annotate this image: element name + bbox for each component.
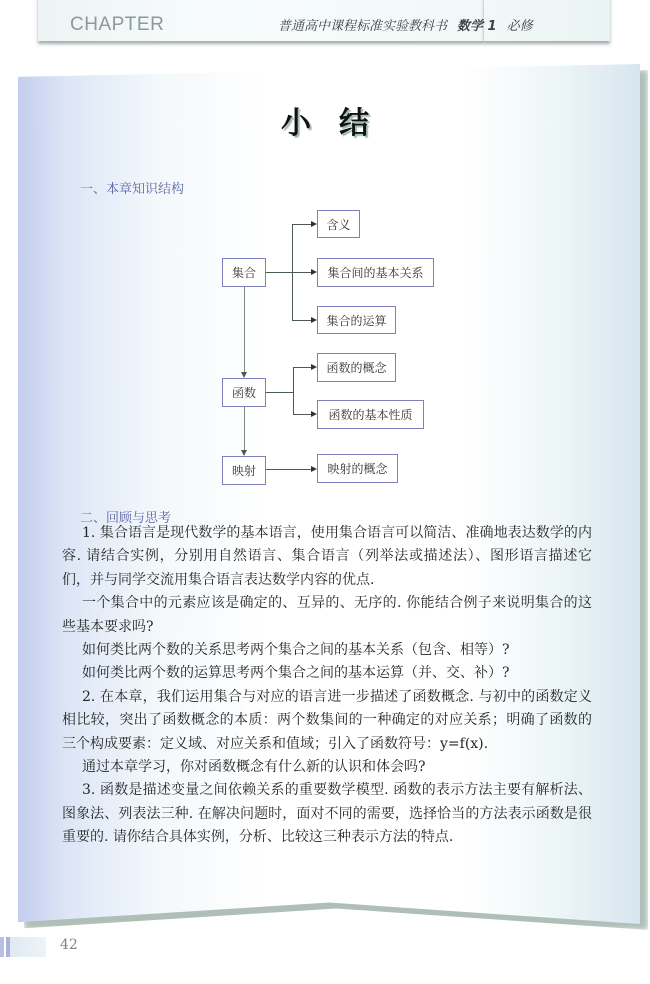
review-paragraph-5: 2. 在本章，我们运用集合与对应的语言进一步描述了函数概念. 与初中的函数定义相比较，突出了函数概念的本质：两个数集间的一种确定的对应关系；明确了函数的三个构成要素：定义域、对应关系和值域；引入了函数符号：y=f(x). (62, 688, 592, 752)
node-function: 函数 (222, 378, 266, 407)
connector-line (293, 414, 311, 415)
connector-line (244, 407, 245, 450)
review-paragraph-2: 一个集合中的元素应该是确定的、互异的、无序的. 你能结合例子来说明集合的这些基本要求吗? (62, 595, 592, 635)
connector-line (266, 392, 293, 393)
book-series-title: 普通高中课程标准实验教科书 (278, 19, 448, 34)
chapter-label: CHAPTER (70, 14, 165, 35)
page-title: 小结 (281, 106, 397, 141)
connector-line (292, 320, 311, 321)
node-mapping-concept: 映射的概念 (317, 454, 398, 483)
review-paragraph-4: 如何类比两个数的运算思考两个集合之间的基本运算（并、交、补）? (82, 665, 510, 682)
node-function-concept: 函数的概念 (317, 353, 396, 382)
arrow-right-icon (311, 466, 317, 472)
review-body (62, 522, 592, 850)
connector-line (293, 367, 294, 415)
page-number: 42 (60, 937, 78, 953)
connector-line (292, 224, 311, 225)
node-set-relations: 集合间的基本关系 (317, 258, 434, 287)
section-heading-knowledge-structure: 一、本章知识结构 (80, 182, 185, 197)
review-paragraph-7: 3. 函数是描述变量之间依赖关系的重要数学模型. 函数的表示方法主要有解析法、图象法、列表法三种. 在解决问题时，面对不同的需要，选择恰当的方法表示函数是很重要的. 请你结合具体实例，分析、比较这三种表示方法的特点. (62, 782, 592, 846)
arrow-down-icon (241, 372, 247, 378)
connector-line (293, 367, 311, 368)
review-paragraph-1: 1. 集合语言是现代数学的基本语言，使用集合语言可以简洁、准确地表达数学的内容. 请结合实例，分别用自然语言、集合语言（列举法或描述法）、图形语言描述它们，并与同学交流用集合语言表达数学内容的优点. (62, 525, 592, 588)
connector-line (266, 469, 311, 470)
book-volume: 数学 1 (457, 19, 497, 34)
page-number-bar (0, 937, 46, 957)
node-mapping: 映射 (222, 456, 266, 485)
review-paragraph-6: 通过本章学习，你对函数概念有什么新的认识和体会吗? (82, 759, 426, 776)
node-function-properties: 函数的基本性质 (317, 400, 424, 429)
node-set-meaning: 含义 (317, 210, 360, 238)
book-requirement: 必修 (506, 19, 533, 34)
arrow-right-icon (311, 221, 317, 227)
arrow-down-icon (241, 450, 247, 456)
review-paragraph-3: 如何类比两个数的关系思考两个集合之间的基本关系（包含、相等）? (82, 642, 510, 659)
arrow-right-icon (311, 317, 317, 323)
arrow-right-icon (311, 411, 317, 417)
node-set-operations: 集合的运算 (317, 306, 396, 334)
connector-line (292, 224, 293, 320)
connector-line (266, 272, 311, 273)
arrow-right-icon (311, 364, 317, 370)
connector-line (244, 287, 245, 372)
section-heading-review: 二、回顾与思考 (80, 511, 172, 526)
arrow-right-icon (311, 269, 317, 275)
node-set: 集合 (222, 258, 266, 287)
